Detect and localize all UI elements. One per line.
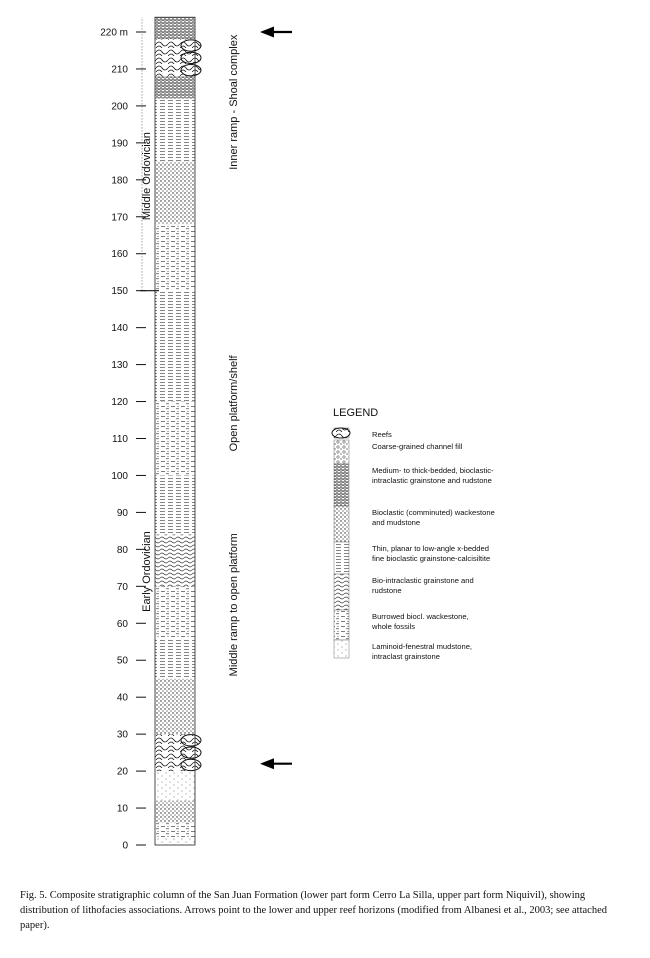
axis-tick-label: 20 [116,766,128,778]
reef-mound [181,65,201,76]
axis-tick-label: 90 [116,507,128,519]
axis-tick-label: 0 [122,840,128,852]
legend-item-label: Laminoid-fenestral mudstone, [372,642,473,651]
axis-tick-label: 200 [111,101,128,113]
legend-item-label: fine bioclastic grainstone-calcisiltite [372,554,491,563]
legend-item-label: rudstone [372,586,402,595]
axis-tick-label: 190 [111,138,128,150]
legend-item-label: intraclastic grainstone and rudstone [372,476,492,485]
age-label: Middle Ordovician [141,132,153,221]
column-interval-laminoid [155,771,195,801]
column-interval-burrowed [155,823,195,838]
axis-tick-label: 80 [116,544,128,556]
column-interval-thin-planar [155,475,195,534]
axis-tick-label: 160 [111,249,128,261]
environment-label: Inner ramp - Shoal complex [228,34,240,170]
column-interval-burrowed [155,224,195,291]
column-interval-thin-planar [155,291,195,402]
column-interval-thin-planar [155,99,195,162]
column-interval-thin-planar [155,638,195,679]
environment-label: Open platform/shelf [228,355,240,452]
axis-tick-label: 30 [116,729,128,741]
axis-tick-label: 70 [116,581,128,593]
legend-swatch-coarse-channel [334,440,349,464]
axis-tick-label: 120 [111,397,128,409]
reef-mound [181,40,201,51]
reef-horizon-arrows [260,27,292,770]
legend-title: LEGEND [333,407,379,419]
legend-item-label: intraclast grainstone [372,652,440,661]
environment-label: Middle ramp to open platform [228,533,240,677]
legend [332,407,495,661]
axis-tick-label: 100 [111,470,128,482]
legend-swatch-bioclastic-wacke [334,506,349,542]
depth-axis [100,28,146,852]
legend-item-label: and mudstone [372,518,421,527]
axis-tick-label: 110 [112,434,128,445]
reef-mound [181,747,201,758]
legend-swatch-laminoid [334,640,349,658]
axis-tick-label: 220 m [100,27,128,39]
column-interval-bio-intraclastic [155,535,195,587]
legend-item-label: Reefs [372,430,392,439]
column-interval-bioclastic-wacke [155,679,195,734]
legend-swatch-medium-thick [334,464,349,506]
axis-tick-label: 60 [116,618,128,630]
axis-tick-label: 40 [116,692,128,704]
legend-item-label: Thin, planar to low-angle x-bedded [372,544,489,553]
axis-tick-label: 180 [111,175,128,187]
legend-item-label: Bio-intraclastic grainstone and [372,576,474,585]
legend-item-label: Coarse-grained channel fill [372,442,463,451]
arrow-head-icon [260,758,274,769]
column-interval-medium-thick [155,17,195,39]
age-labels [141,132,153,612]
legend-item-label: Bioclastic (comminuted) wackestone [372,508,495,517]
legend-item-label: Medium- to thick-bedded, bioclastic- [372,466,494,475]
column-interval-bioclastic-wacke [155,161,195,224]
figure-caption: Fig. 5. Composite stratigraphic column of the San Juan Formation (lower part form Cerro La Silla, upper part form Niquivil), showing distribution of lithofacies associations. Arrows point to the lower and upper reef horizons (modified from Albanesi et al., 2003; see attached paper). [20,890,607,931]
column-interval-laminoid [155,838,195,845]
legend-swatch-bio-intraclastic [334,574,349,610]
axis-tick-label: 140 [111,323,128,335]
age-label: Early Ordovician [141,531,153,612]
legend-swatch-burrowed [334,610,349,640]
reef-mound [181,759,201,770]
axis-tick-label: 170 [111,212,128,224]
legend-reef-icon [332,428,350,438]
axis-tick-label: 210 [111,64,128,76]
legend-item-label: whole fossils [372,622,416,631]
axis-tick-label: 150 [111,286,128,298]
column-interval-burrowed [155,402,195,476]
axis-tick-label: 130 [111,360,128,372]
reef-mound [181,735,201,746]
axis-tick-label: 50 [116,655,128,667]
column-interval-bioclastic-wacke [155,801,195,823]
reef-mound [181,52,201,63]
column-interval-medium-thick [155,76,195,98]
column-interval-burrowed [155,586,195,638]
environment-labels [228,34,240,676]
arrow-head-icon [260,27,274,38]
legend-swatch-thin-planar [334,542,349,574]
axis-tick-label: 10 [116,803,128,815]
legend-item-label: Burrowed biocl. wackestone, [372,612,469,621]
